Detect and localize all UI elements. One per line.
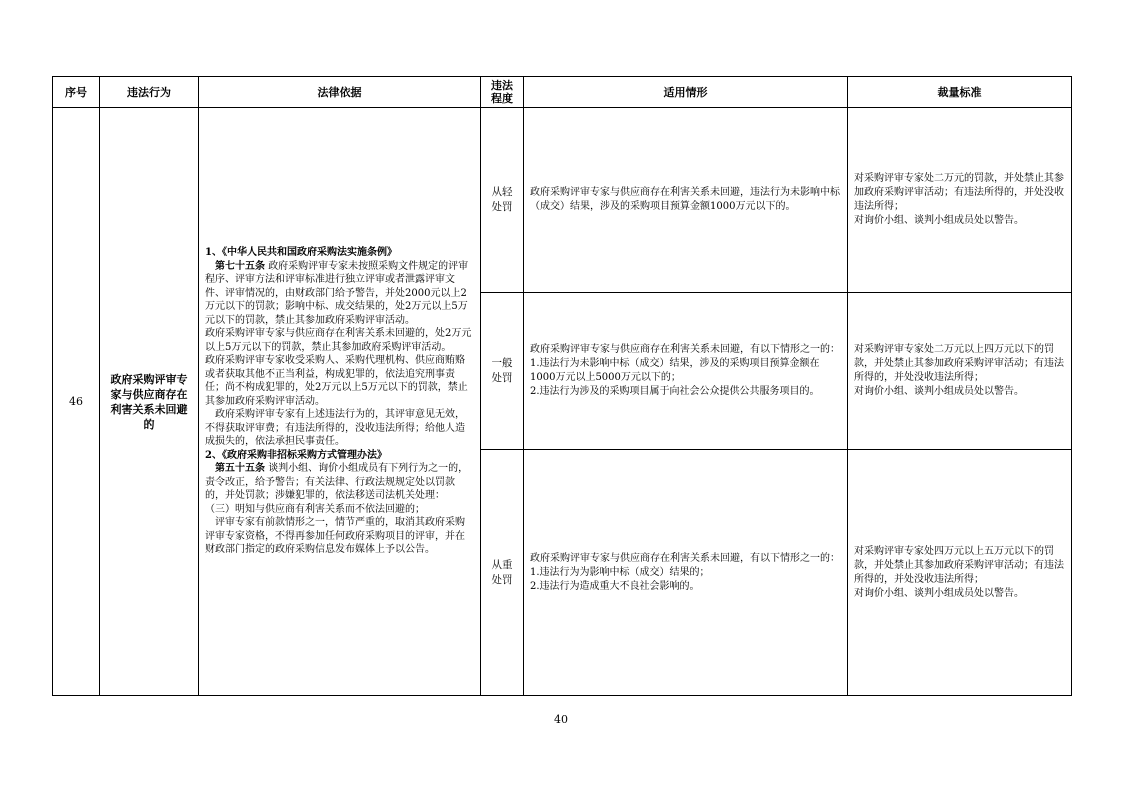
law1-paragraph-4: 政府采购评审专家有上述违法行为的，其评审意见无效，不得获取评审费；有违法所得的，没收违法所得；给他人造成损失的，依法承担民事责任。 (205, 409, 465, 448)
severity-general: 一般 处罚 (481, 293, 524, 450)
situation-general-line-2: 1.违法行为未影响中标（成交）结果，涉及的采购项目预算金额在1000万元以上5000万元以下的； (530, 358, 820, 383)
standard-general-line-1: 对采购评审专家处二万元以上四万元以下的罚款，并处禁止其参加政府采购评审活动；有违法所得的，并处没收违法所得； (854, 344, 1064, 383)
page-number: 40 (554, 713, 568, 726)
header-violation: 违法行为 (100, 77, 199, 108)
severity-light: 从轻 处罚 (481, 108, 524, 293)
law1-paragraph-2: 政府采购评审专家与供应商存在利害关系未回避的，处2万元以上5万元以下的罚款，禁止其参加政府采购评审活动。 (205, 328, 472, 353)
header-legal-basis: 法律依据 (199, 77, 481, 108)
header-standard: 裁量标准 (848, 77, 1072, 108)
law1-article-text: 政府采购评审专家未按照采购文件规定的评审程序、评审方法和评审标准进行独立评审或者泄露评审文件、评审情况的，由财政部门给予警告，并处2000元以上2万元以下的罚款；影响中标、成交结果的，处2万元以上5万元以下的罚款，禁止其参加政府采购评审活动。 (205, 260, 469, 326)
situation-general-line-3: 2.违法行为涉及的采购项目属于向社会公众提供公共服务项目的。 (530, 386, 820, 397)
legal-basis-cell (199, 108, 481, 696)
law2-article-label: 第五十五条 (215, 463, 265, 475)
situation-heavy-line-2: 1.违法行为为影响中标（成交）结果的； (530, 566, 710, 578)
law1-article-label: 第七十五条 (215, 260, 265, 272)
law2-article-text: 谈判小组、询价小组成员有下列行为之一的，责令改正，给予警告；有关法律、行政法规规定处以罚款的，并处罚款；涉嫌犯罪的，依法移送司法机关处理： (205, 463, 469, 502)
law1-paragraph-3: 政府采购评审专家收受采购人、采购代理机构、供应商贿赂或者获取其他不正当利益，构成犯罪的，依法追究刑事责任；尚不构成犯罪的，处2万元以上5万元以下的罚款，禁止其参加政府采购评审活动。 (205, 355, 468, 407)
situation-general-line-1: 政府采购评审专家与供应商存在利害关系未回避，有以下情形之一的： (530, 344, 840, 355)
standard-light-line-2: 对询价小组、谈判小组成员处以警告。 (854, 215, 1024, 226)
header-situation: 适用情形 (524, 77, 848, 108)
situation-heavy (524, 450, 848, 696)
standard-heavy (848, 450, 1072, 696)
header-row (53, 77, 1072, 108)
standard-general-line-2: 对询价小组、谈判小组成员处以警告。 (854, 386, 1024, 397)
header-no: 序号 (53, 77, 100, 108)
law2-item: （三）明知与供应商有利害关系而不依法回避的； (205, 503, 425, 515)
situation-general (524, 293, 848, 450)
situation-heavy-line-1: 政府采购评审专家与供应商存在利害关系未回避，有以下情形之一的： (530, 552, 840, 564)
law1-article (205, 260, 474, 328)
law2-article (205, 462, 474, 503)
severity-heavy: 从重 处罚 (481, 450, 524, 696)
law1-title: 1、《中华人民共和国政府采购法实施条例》 (205, 247, 397, 259)
row-number: 46 (53, 108, 100, 696)
standard-heavy-line-2: 对询价小组、谈判小组成员处以警告。 (854, 587, 1024, 599)
situation-light (524, 108, 848, 293)
header-severity: 违法 程度 (481, 77, 524, 108)
standard-general (848, 293, 1072, 450)
standard-light-line-1: 对采购评审专家处二万元的罚款，并处禁止其参加政府采购评审活动；有违法所得的，并处没收违法所得； (854, 173, 1064, 212)
law2-paragraph-2: 评审专家有前款情形之一，情节严重的，取消其政府采购评审专家资格，不得再参加任何政府采购项目的评审，并在财政部门指定的政府采购信息发布媒体上予以公告。 (205, 517, 465, 556)
table-row (53, 108, 1072, 293)
violation-cell: 政府采购评审专家与供应商存在利害关系未回避的 (100, 108, 199, 696)
law2-title: 2、《政府采购非招标采购方式管理办法》 (205, 449, 387, 461)
situation-heavy-line-3: 2.违法行为造成重大不良社会影响的。 (530, 580, 700, 592)
situation-light-line: 政府采购评审专家与供应商存在利害关系未回避，违法行为未影响中标（成交）结果，涉及的采购项目预算金额1000万元以下的。 (530, 187, 840, 212)
standard-light (848, 108, 1072, 293)
penalty-table (52, 76, 1072, 696)
standard-heavy-line-1: 对采购评审专家处四万元以上五万元以下的罚款，并处禁止其参加政府采购评审活动；有违法所得的，并处没收违法所得； (854, 545, 1064, 585)
